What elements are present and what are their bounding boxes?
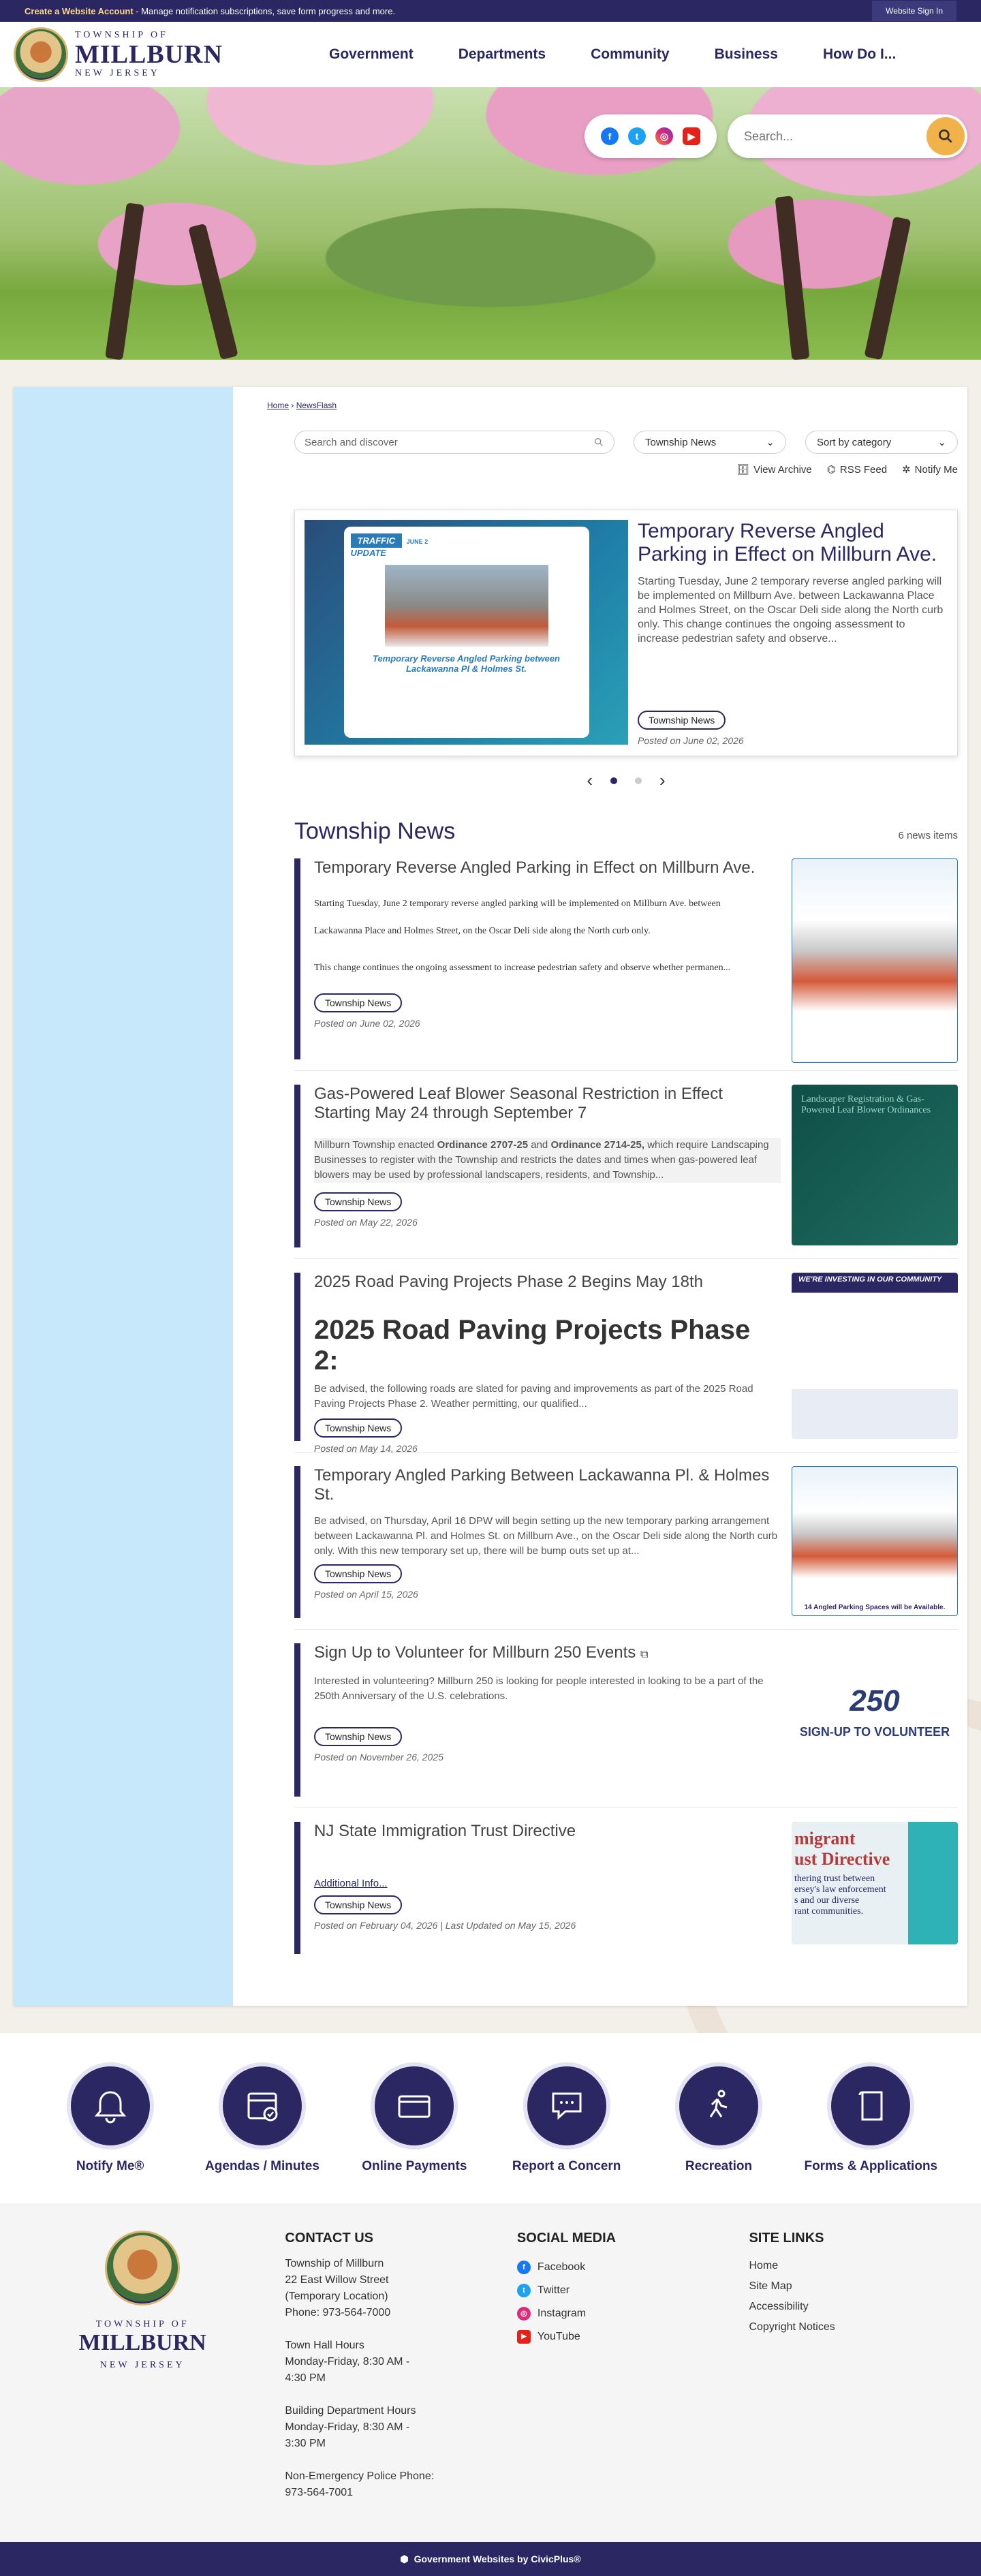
featured-news-tag[interactable]: Township News bbox=[638, 711, 726, 730]
news-search-input[interactable] bbox=[294, 431, 614, 454]
footer-youtube-link[interactable] bbox=[517, 2325, 749, 2348]
runner-icon bbox=[697, 2084, 741, 2128]
additional-info-link[interactable]: Additional Info... bbox=[314, 1878, 388, 1889]
news-item-title[interactable]: Temporary Angled Parking Between Lackawanna Pl. & Holmes St. bbox=[314, 1466, 770, 1504]
flyer-date: JUNE 2 bbox=[406, 538, 429, 545]
hours-line: Town Hall Hours bbox=[285, 2340, 364, 2351]
calendar-icon bbox=[240, 2084, 284, 2128]
featured-news-image bbox=[305, 520, 628, 745]
breadcrumb bbox=[267, 401, 958, 410]
tree-trunk bbox=[188, 223, 238, 360]
tree-trunk bbox=[775, 196, 810, 360]
thumbnail-line: ust Directive bbox=[794, 1849, 890, 1869]
rss-icon: ⌬ bbox=[826, 464, 836, 476]
news-search-placeholder: Search and discover bbox=[305, 436, 398, 448]
footer-social-title: SOCIAL MEDIA bbox=[516, 2231, 617, 2246]
notify-me-link[interactable] bbox=[902, 463, 958, 476]
footer-site-links bbox=[749, 2231, 981, 2501]
thumbnail-caption: SIGN-UP TO VOLUNTEER bbox=[799, 1724, 950, 1739]
news-item-tag[interactable]: Township News bbox=[314, 993, 402, 1012]
external-link-icon: ⧉ bbox=[640, 1649, 649, 1660]
news-item-thumbnail[interactable] bbox=[792, 858, 958, 1063]
main-content bbox=[233, 387, 981, 2006]
social-label: Twitter bbox=[537, 2284, 570, 2296]
news-tools bbox=[267, 463, 958, 476]
quick-link-label: Recreation bbox=[685, 2159, 753, 2173]
thumbnail-caption: 14 Angled Parking Spaces will be Available. bbox=[804, 1604, 946, 1611]
news-item-title[interactable]: 2025 Road Paving Projects Phase 2 Begins May 18th bbox=[314, 1273, 704, 1291]
facebook-icon: f bbox=[517, 2261, 531, 2274]
news-item-date: Posted on May 14, 2026 bbox=[314, 1443, 418, 1454]
sidebar bbox=[14, 387, 233, 2006]
quick-link-online-payments[interactable] bbox=[346, 2062, 482, 2174]
news-item-title[interactable]: NJ State Immigration Trust Directive bbox=[314, 1822, 576, 1840]
featured-news-desc: Starting Tuesday, June 2 temporary reverse angled parking will be implemented on Millburn Ave. between Lackawanna Place and Holmes Street, on the Oscar Deli side along the North curb only. This change continues the ongoing assessment to increase pedestrian safety and observe... bbox=[638, 576, 944, 645]
create-account-link[interactable]: Create a Website Account bbox=[25, 5, 134, 16]
credit-card-icon bbox=[392, 2084, 436, 2128]
breadcrumb-home[interactable]: Home bbox=[267, 401, 290, 410]
quick-link-label: Notify Me® bbox=[76, 2159, 144, 2173]
site-logo[interactable] bbox=[14, 27, 286, 82]
news-item-date: Posted on February 04, 2026 | Last Updated on May 15, 2026 bbox=[314, 1920, 576, 1931]
news-item-thumbnail[interactable] bbox=[792, 1822, 958, 1944]
footer-link-copyright[interactable]: Copyright Notices bbox=[749, 2321, 835, 2333]
thumbnail-line: rant communities. bbox=[794, 1906, 864, 1917]
bell-icon: ✲ bbox=[902, 464, 911, 476]
twitter-icon: t bbox=[517, 2284, 531, 2297]
sort-select-value: Sort by category bbox=[817, 436, 892, 448]
nav-business[interactable]: Business bbox=[714, 46, 778, 62]
township-seal-icon bbox=[14, 27, 68, 82]
flyer-title: Temporary Reverse Angled Parking between Lackawanna Pl & Holmes St. bbox=[372, 653, 561, 674]
top-bar bbox=[0, 0, 981, 22]
nav-community[interactable]: Community bbox=[591, 46, 670, 62]
parking-photo bbox=[385, 565, 548, 647]
civicplus-icon: ⬢ bbox=[400, 2553, 409, 2564]
news-item-date: Posted on April 15, 2026 bbox=[314, 1589, 418, 1600]
news-section-header bbox=[294, 818, 958, 845]
footer-logo-line-1: TOWNSHIP OF bbox=[95, 2319, 189, 2329]
hero-banner bbox=[0, 87, 981, 360]
quick-link-forms[interactable] bbox=[803, 2062, 939, 2174]
news-item-text: Interested in volunteering? Millburn 250 is looking for people interested in looking to be a part of the 250th Anniversary of the U.S. celebrations. bbox=[314, 1675, 764, 1702]
carousel-controls bbox=[267, 770, 958, 791]
footer-contact-title: CONTACT US bbox=[285, 2231, 373, 2246]
chat-bubble-icon bbox=[545, 2084, 589, 2128]
logo-line-3: NEW JERSEY bbox=[75, 68, 160, 78]
filter-row bbox=[267, 431, 958, 454]
news-item-tag[interactable]: Township News bbox=[314, 1418, 402, 1438]
footer-link-home[interactable]: Home bbox=[749, 2260, 779, 2271]
thumbnail-number: 250 bbox=[850, 1683, 900, 1718]
news-item-accent bbox=[294, 1643, 300, 1797]
site-header bbox=[0, 22, 981, 87]
thumbnail-line: thering trust between bbox=[794, 1874, 875, 1884]
news-item-accent bbox=[294, 1085, 300, 1247]
quick-links bbox=[0, 2033, 981, 2203]
nav-how-do-i[interactable]: How Do I... bbox=[822, 46, 897, 62]
facebook-icon[interactable]: f bbox=[601, 127, 619, 145]
quick-link-label: Agendas / Minutes bbox=[205, 2159, 320, 2173]
footer-logo-line-2: MILLBURN bbox=[78, 2330, 206, 2355]
quick-link-notify-me[interactable] bbox=[42, 2062, 178, 2174]
footer-instagram-link[interactable] bbox=[517, 2302, 749, 2325]
view-archive-label: View Archive bbox=[753, 463, 812, 476]
rss-feed-link[interactable] bbox=[827, 463, 887, 476]
featured-news-title[interactable]: Temporary Reverse Angled Parking in Effect on Millburn Ave. bbox=[638, 520, 937, 565]
footer-facebook-link[interactable] bbox=[517, 2256, 749, 2279]
news-item-text: Be advised, the following roads are slated for paving and improvements as part of the 2025 Road Paving Projects Phase 2. Weather permitting, our qualified... bbox=[314, 1383, 753, 1410]
instagram-icon[interactable]: ◎ bbox=[655, 127, 673, 145]
township-seal-icon bbox=[105, 2231, 180, 2306]
sort-select[interactable] bbox=[805, 431, 958, 454]
footer-social bbox=[517, 2231, 749, 2501]
youtube-icon[interactable]: ▶ bbox=[683, 127, 700, 145]
news-count: 6 news items bbox=[898, 830, 958, 841]
footer-twitter-link[interactable] bbox=[517, 2279, 749, 2302]
chevron-down-icon: ⌄ bbox=[937, 437, 946, 448]
sign-in-button[interactable]: Website Sign In bbox=[872, 1, 956, 21]
social-label: YouTube bbox=[537, 2331, 580, 2342]
site-footer bbox=[0, 2203, 981, 2542]
thumbnail-line: ersey's law enforcement bbox=[794, 1884, 886, 1895]
carousel-dot-1[interactable] bbox=[610, 777, 617, 784]
contact-line: 22 East Willow Street bbox=[285, 2274, 389, 2286]
quick-link-agendas[interactable] bbox=[194, 2062, 330, 2174]
category-select-value: Township News bbox=[645, 436, 717, 448]
news-item-accent bbox=[294, 1273, 300, 1441]
create-account-desc: - Manage notification subscriptions, save form progress and more. bbox=[133, 5, 396, 16]
news-item-accent bbox=[294, 858, 300, 1059]
view-archive-link[interactable] bbox=[736, 463, 812, 476]
flyer-tag: TRAFFIC bbox=[351, 533, 403, 548]
featured-news-card[interactable] bbox=[294, 510, 958, 756]
news-item bbox=[294, 1085, 958, 1259]
main-nav bbox=[307, 46, 918, 63]
youtube-icon: ▶ bbox=[517, 2330, 531, 2344]
instagram-icon: ◎ bbox=[517, 2307, 531, 2321]
social-label: Facebook bbox=[537, 2261, 586, 2273]
footer-link-site-map[interactable]: Site Map bbox=[749, 2280, 792, 2292]
breadcrumb-separator: › bbox=[289, 401, 296, 410]
building-hours-line: Building Department Hours bbox=[285, 2405, 416, 2417]
quick-link-report-concern[interactable] bbox=[499, 2062, 635, 2174]
contact-line: (Temporary Location) bbox=[285, 2291, 388, 2302]
nav-government[interactable]: Government bbox=[329, 46, 414, 62]
archive-icon: 🗄 bbox=[736, 464, 750, 476]
news-item-title[interactable]: Temporary Reverse Angled Parking in Effect on Millburn Ave. bbox=[314, 858, 756, 877]
news-item bbox=[294, 1822, 958, 1965]
news-item-text-part: Millburn Township enacted bbox=[314, 1139, 437, 1151]
quick-link-label: Report a Concern bbox=[512, 2159, 621, 2173]
news-item-tag[interactable]: Township News bbox=[314, 1895, 402, 1914]
news-item-thumbnail[interactable] bbox=[792, 1273, 958, 1439]
news-item-text: Be advised, on Thursday, April 16 DPW will begin setting up the new temporary parking arrangement between Lackawanna Pl. and Holmes St. on Millburn Ave., on the Oscar Deli side along the North curb only. With this new temporary set up, there will be bump outs set up at... bbox=[314, 1515, 778, 1557]
quick-link-label: Online Payments bbox=[362, 2159, 467, 2173]
site-search bbox=[728, 114, 967, 158]
footer-logo[interactable] bbox=[0, 2231, 285, 2501]
thumbnail-line: s and our diverse bbox=[794, 1895, 860, 1906]
footer-logo-line-3: NEW JERSEY bbox=[99, 2360, 185, 2370]
tree-trunk bbox=[864, 217, 911, 360]
news-item-text bbox=[314, 1138, 781, 1183]
news-section-title: Township News bbox=[294, 818, 456, 844]
social-label: Instagram bbox=[537, 2308, 587, 2319]
chevron-left-icon[interactable]: ‹ bbox=[587, 770, 593, 790]
news-item-text-part: which require Landscaping Businesses to register with the Township and restricts the dates and times when gas-powered leaf blowers may be used by professional landscapers, residents, and Township... bbox=[314, 1139, 769, 1181]
civicplus-bar[interactable] bbox=[0, 2542, 981, 2576]
nav-departments[interactable]: Departments bbox=[458, 46, 546, 62]
contact-line: Township of Millburn bbox=[285, 2258, 384, 2269]
featured-news-date: Posted on June 02, 2026 bbox=[638, 735, 744, 746]
logo-line-1: TOWNSHIP OF bbox=[75, 30, 168, 40]
footer-link-accessibility[interactable]: Accessibility bbox=[749, 2301, 809, 2312]
police-phone[interactable]: 973-564-7001 bbox=[285, 2487, 354, 2498]
search-button[interactable] bbox=[926, 117, 965, 155]
create-account-notice bbox=[25, 6, 395, 16]
news-item-heading: 2025 Road Paving Projects Phase 2: bbox=[314, 1315, 751, 1376]
site-search-input[interactable] bbox=[744, 129, 926, 144]
news-item-thumbnail[interactable] bbox=[792, 1643, 958, 1780]
breadcrumb-newsflash[interactable]: NewsFlash bbox=[296, 401, 337, 410]
bell-icon bbox=[89, 2084, 132, 2128]
thumbnail-title: Landscaper Registration & Gas-Powered Leaf Blower Ordinances bbox=[801, 1094, 931, 1115]
footer-contact bbox=[285, 2231, 517, 2501]
flyer-tag-2: UPDATE bbox=[350, 548, 386, 558]
news-item-tag[interactable]: Township News bbox=[314, 1727, 402, 1746]
news-item-tag[interactable]: Township News bbox=[314, 1564, 402, 1583]
twitter-icon[interactable]: t bbox=[628, 127, 646, 145]
building-hours-line: Monday-Friday, 8:30 AM - 3:30 PM bbox=[285, 2421, 410, 2449]
search-icon bbox=[937, 127, 954, 145]
carousel-dot-2[interactable] bbox=[635, 777, 642, 784]
news-item bbox=[294, 1466, 958, 1630]
chevron-right-icon[interactable]: › bbox=[659, 770, 666, 790]
notify-me-label: Notify Me bbox=[914, 463, 958, 476]
quick-link-recreation[interactable] bbox=[651, 2062, 787, 2174]
news-item-thumbnail[interactable] bbox=[792, 1466, 958, 1616]
police-phone-label: Non-Emergency Police Phone: bbox=[285, 2470, 435, 2482]
rss-feed-label: RSS Feed bbox=[839, 463, 888, 476]
quick-link-label: Forms & Applications bbox=[804, 2159, 938, 2173]
ordinance-1: Ordinance 2707-25 bbox=[437, 1139, 529, 1151]
news-item-tag[interactable]: Township News bbox=[314, 1192, 402, 1211]
news-item-date: Posted on November 26, 2025 bbox=[314, 1752, 443, 1763]
social-links bbox=[585, 114, 717, 158]
news-item bbox=[294, 1643, 958, 1808]
news-item-thumbnail[interactable] bbox=[792, 1085, 958, 1245]
thumbnail-line: migrant bbox=[794, 1829, 856, 1848]
news-item-text: Lackawanna Place and Holmes Street, on the Oscar Deli side along the North curb only. bbox=[314, 926, 651, 936]
news-item-accent bbox=[294, 1466, 300, 1618]
ordinance-2: Ordinance 2714-25, bbox=[550, 1139, 645, 1151]
news-item bbox=[294, 858, 958, 1071]
thumbnail-title: WE'RE INVESTING IN OUR COMMUNITY bbox=[798, 1275, 942, 1284]
chevron-down-icon: ⌄ bbox=[766, 437, 775, 448]
content-background bbox=[0, 360, 981, 2033]
footer-links-title: SITE LINKS bbox=[749, 2231, 824, 2246]
news-item-title[interactable] bbox=[314, 1643, 781, 1664]
news-item bbox=[294, 1273, 958, 1453]
news-item-text-part: and bbox=[528, 1139, 551, 1151]
content-container bbox=[14, 387, 967, 2006]
category-select[interactable] bbox=[634, 431, 786, 454]
tree-trunk bbox=[105, 202, 144, 360]
news-item-date: Posted on June 02, 2026 bbox=[314, 1018, 420, 1029]
news-item-accent bbox=[294, 1822, 300, 1954]
contact-phone[interactable]: Phone: 973-564-7000 bbox=[285, 2307, 391, 2318]
news-item-date: Posted on May 22, 2026 bbox=[314, 1217, 418, 1228]
logo-line-2: MILLBURN bbox=[75, 40, 223, 69]
hours-line: Monday-Friday, 8:30 AM - 4:30 PM bbox=[285, 2356, 410, 2384]
news-item-text: Starting Tuesday, June 2 temporary reverse angled parking will be implemented on Millburn Ave. between bbox=[314, 899, 721, 909]
news-item-title-text: Sign Up to Volunteer for Millburn 250 Events bbox=[314, 1643, 636, 1662]
search-icon bbox=[593, 437, 604, 448]
scroll-document-icon bbox=[849, 2084, 892, 2128]
civicplus-label: Government Websites by CivicPlus® bbox=[414, 2554, 581, 2564]
news-item-title[interactable]: Gas-Powered Leaf Blower Seasonal Restriction in Effect Starting May 24 through September 7 bbox=[314, 1085, 723, 1122]
news-item-text: This change continues the ongoing assessment to increase pedestrian safety and observe whether permanen... bbox=[314, 963, 731, 973]
